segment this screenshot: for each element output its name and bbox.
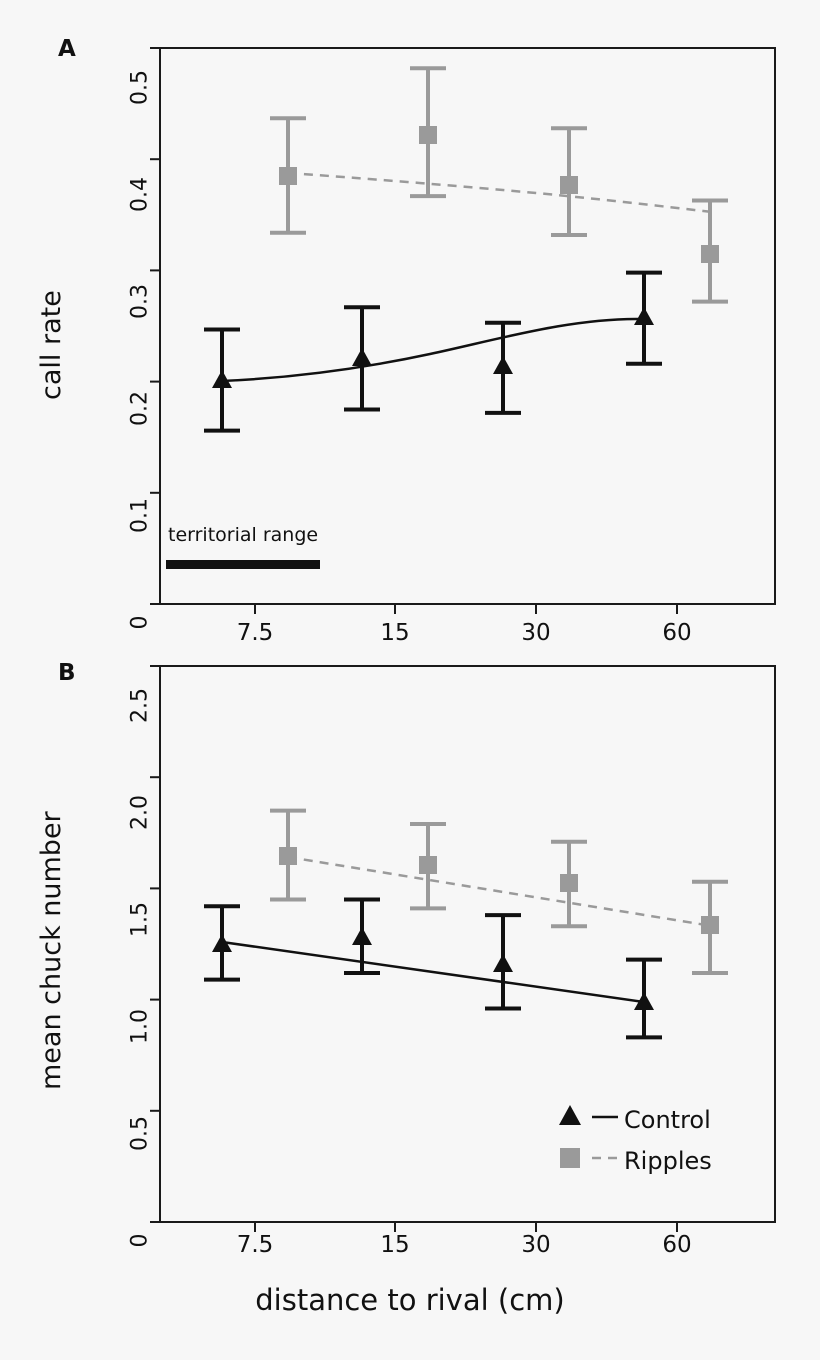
panel-b-control-errorbars [204, 900, 662, 1038]
panel-a-ytick-5: 0.5 [127, 70, 153, 105]
panel-b-ytick-4: 2.0 [127, 795, 153, 830]
panel-a-xtick-30: 30 [521, 620, 551, 646]
x-axis-label: distance to rival (cm) [255, 1283, 565, 1317]
panel-b-ytick-1: 0.5 [127, 1116, 153, 1151]
panel-b-control-markers [212, 927, 654, 1010]
panel-b-ytick-3: 1.5 [127, 902, 153, 937]
panel-a-letter: A [58, 36, 76, 62]
panel-a-ytick-3: 0.3 [127, 284, 153, 319]
panel-b-y-axis-label: mean chuck number [36, 811, 67, 1090]
panel-a-xtick-60: 60 [662, 620, 692, 646]
panel-a-ytick-2: 0.2 [127, 391, 153, 426]
legend-label-ripples: Ripples [624, 1147, 712, 1175]
panel-b-xtick-15: 15 [380, 1232, 410, 1258]
panel-b-x-ticks [255, 1222, 677, 1232]
panel-b-letter: B [58, 660, 76, 686]
panel-b-xtick-30: 30 [521, 1232, 551, 1258]
panel-a-ytick-0: 0 [127, 615, 153, 630]
panel-a-xtick-15: 15 [380, 620, 410, 646]
legend-marker-control [559, 1105, 618, 1125]
panel-a-territorial-range-label: territorial range [168, 524, 319, 546]
panel-a-ytick-1: 0.1 [127, 498, 153, 533]
panel-a-ytick-4: 0.4 [127, 177, 153, 212]
panel-b-axes-frame [160, 666, 775, 1222]
panel-a-xtick-7-5: 7.5 [236, 620, 274, 646]
panel-b-ytick-2: 1.0 [127, 1009, 153, 1044]
panel-b-ytick-5: 2.5 [127, 688, 153, 723]
legend-marker-ripples [560, 1148, 618, 1168]
panel-a-y-axis-label: call rate [36, 290, 67, 400]
panel-b-xtick-7-5: 7.5 [236, 1232, 274, 1258]
panel-b-control-fit-line [222, 942, 644, 1002]
panel-b-ytick-0: 0 [127, 1233, 153, 1248]
panel-b-y-ticks [150, 666, 160, 1222]
legend-label-control: Control [624, 1106, 711, 1134]
panel-b-xtick-60: 60 [662, 1232, 692, 1258]
